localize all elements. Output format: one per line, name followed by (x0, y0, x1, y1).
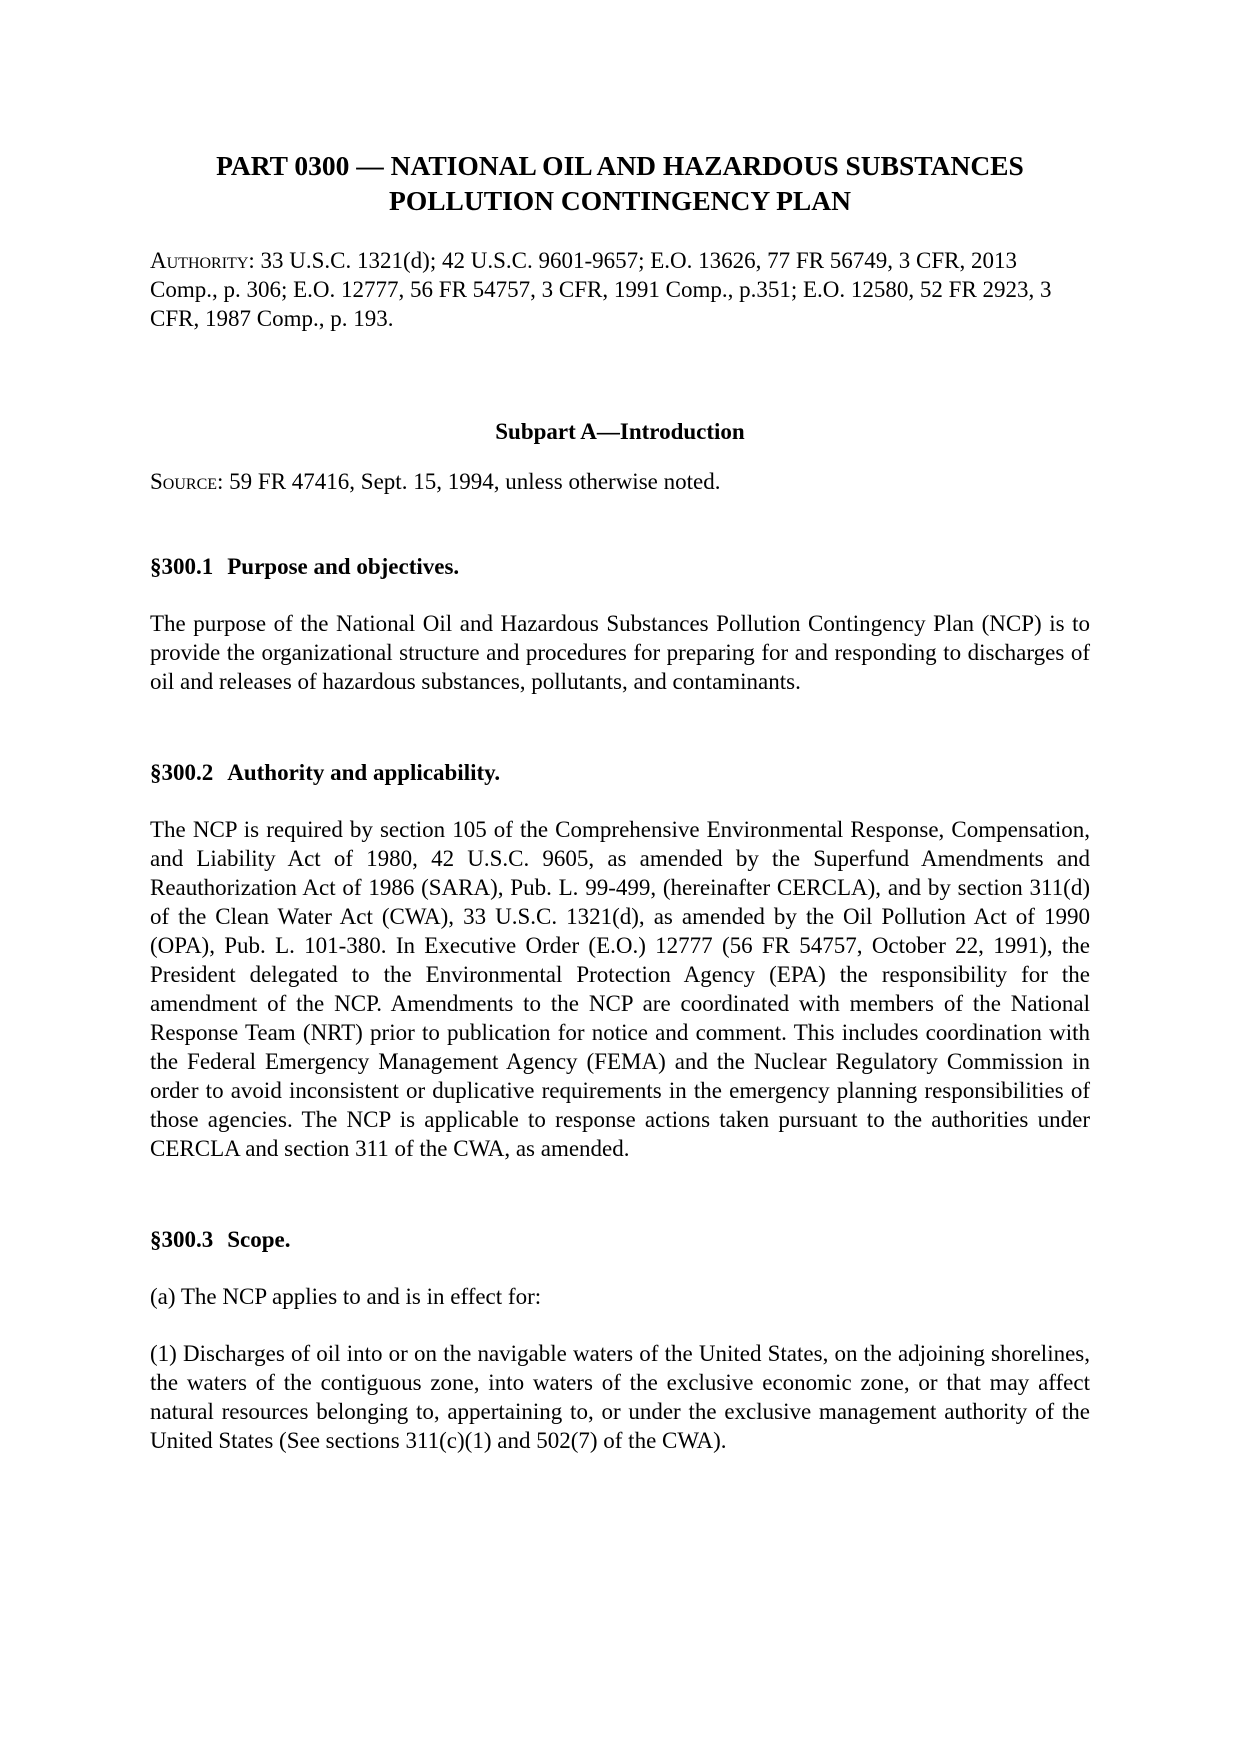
section-paragraph: The NCP is required by section 105 of the Comprehensive Environmental Response, Compensation, and Liability Act of 1980, 42 U.S.C. 9605, as amended by the Superfund Amendments and Reauthorization Act of 1986 (SARA), Pub. L. 99-499, (hereinafter CERCLA), and by section 311(d) of the Clean Water Act (CWA), 33 U.S.C. 1321(d), as amended by the Oil Pollution Act of 1990 (OPA), Pub. L. 101-380. In Executive Order (E.O.) 12777 (56 FR 54757, October 22, 1991), the President delegated to the Environmental Protection Agency (EPA) the responsibility for the amendment of the NCP. Amendments to the NCP are coordinated with members of the National Response Team (NRT) prior to publication for notice and comment. This includes coordination with the Federal Emergency Management Agency (FEMA) and the Nuclear Regulatory Commission in order to avoid inconsistent or duplicative requirements in the emergency planning responsibilities of those agencies. The NCP is applicable to response actions taken pursuant to the authorities under CERCLA and section 311 of the CWA, as amended. (150, 817, 1090, 1161)
section-title: Scope. (227, 1227, 291, 1252)
source-note (150, 467, 1090, 496)
section-paragraph: (1) Discharges of oil into or on the navigable waters of the United States, on the adjoining shorelines, the waters of the contiguous zone, into waters of the exclusive economic zone, or that may affect natural resources belonging to, appertaining to, or under the exclusive management authority of the United States (See sections 311(c)(1) and 502(7) of the CWA). (150, 1341, 1090, 1453)
section-number: §300.2 (150, 760, 214, 785)
section-number: §300.3 (150, 1227, 214, 1252)
authority-text: 33 U.S.C. 1321(d); 42 U.S.C. 9601-9657; E.O. 13626, 77 FR 56749, 3 CFR, 2013 Comp., p. 306; E.O. 12777, 56 FR 54757, 3 CFR, 1991 Comp., p.351; E.O. 12580, 52 FR 2923, 3 CFR, 1987 Comp., p. 193. (150, 248, 1052, 331)
section-heading-300-2 (150, 758, 1090, 787)
part-title (150, 148, 1090, 218)
section-paragraph: The purpose of the National Oil and Hazardous Substances Pollution Contingency Plan (NCP) is to provide the organizational structure and procedures for preparing for and responding to discharges of oil and releases of hazardous substances, pollutants, and contaminants. (150, 611, 1090, 694)
section-paragraph: (a) The NCP applies to and is in effect for: (150, 1284, 542, 1309)
authority-note (150, 246, 1090, 333)
section-heading-300-3 (150, 1225, 1090, 1254)
section-title: Purpose and objectives. (227, 554, 460, 579)
section-heading-300-1 (150, 552, 1090, 581)
authority-label: Authority: (150, 248, 255, 273)
source-label: Source: (150, 469, 224, 494)
source-text: 59 FR 47416, Sept. 15, 1994, unless otherwise noted. (229, 469, 721, 494)
section-number: §300.1 (150, 554, 214, 579)
part-title-line-1: PART 0300 — NATIONAL OIL AND HAZARDOUS SUBSTANCES (216, 150, 1024, 181)
section-title: Authority and applicability. (227, 760, 501, 785)
document-page (150, 148, 1090, 1455)
part-title-line-2: POLLUTION CONTINGENCY PLAN (389, 185, 851, 216)
subpart-title: Subpart A—Introduction (495, 419, 745, 444)
